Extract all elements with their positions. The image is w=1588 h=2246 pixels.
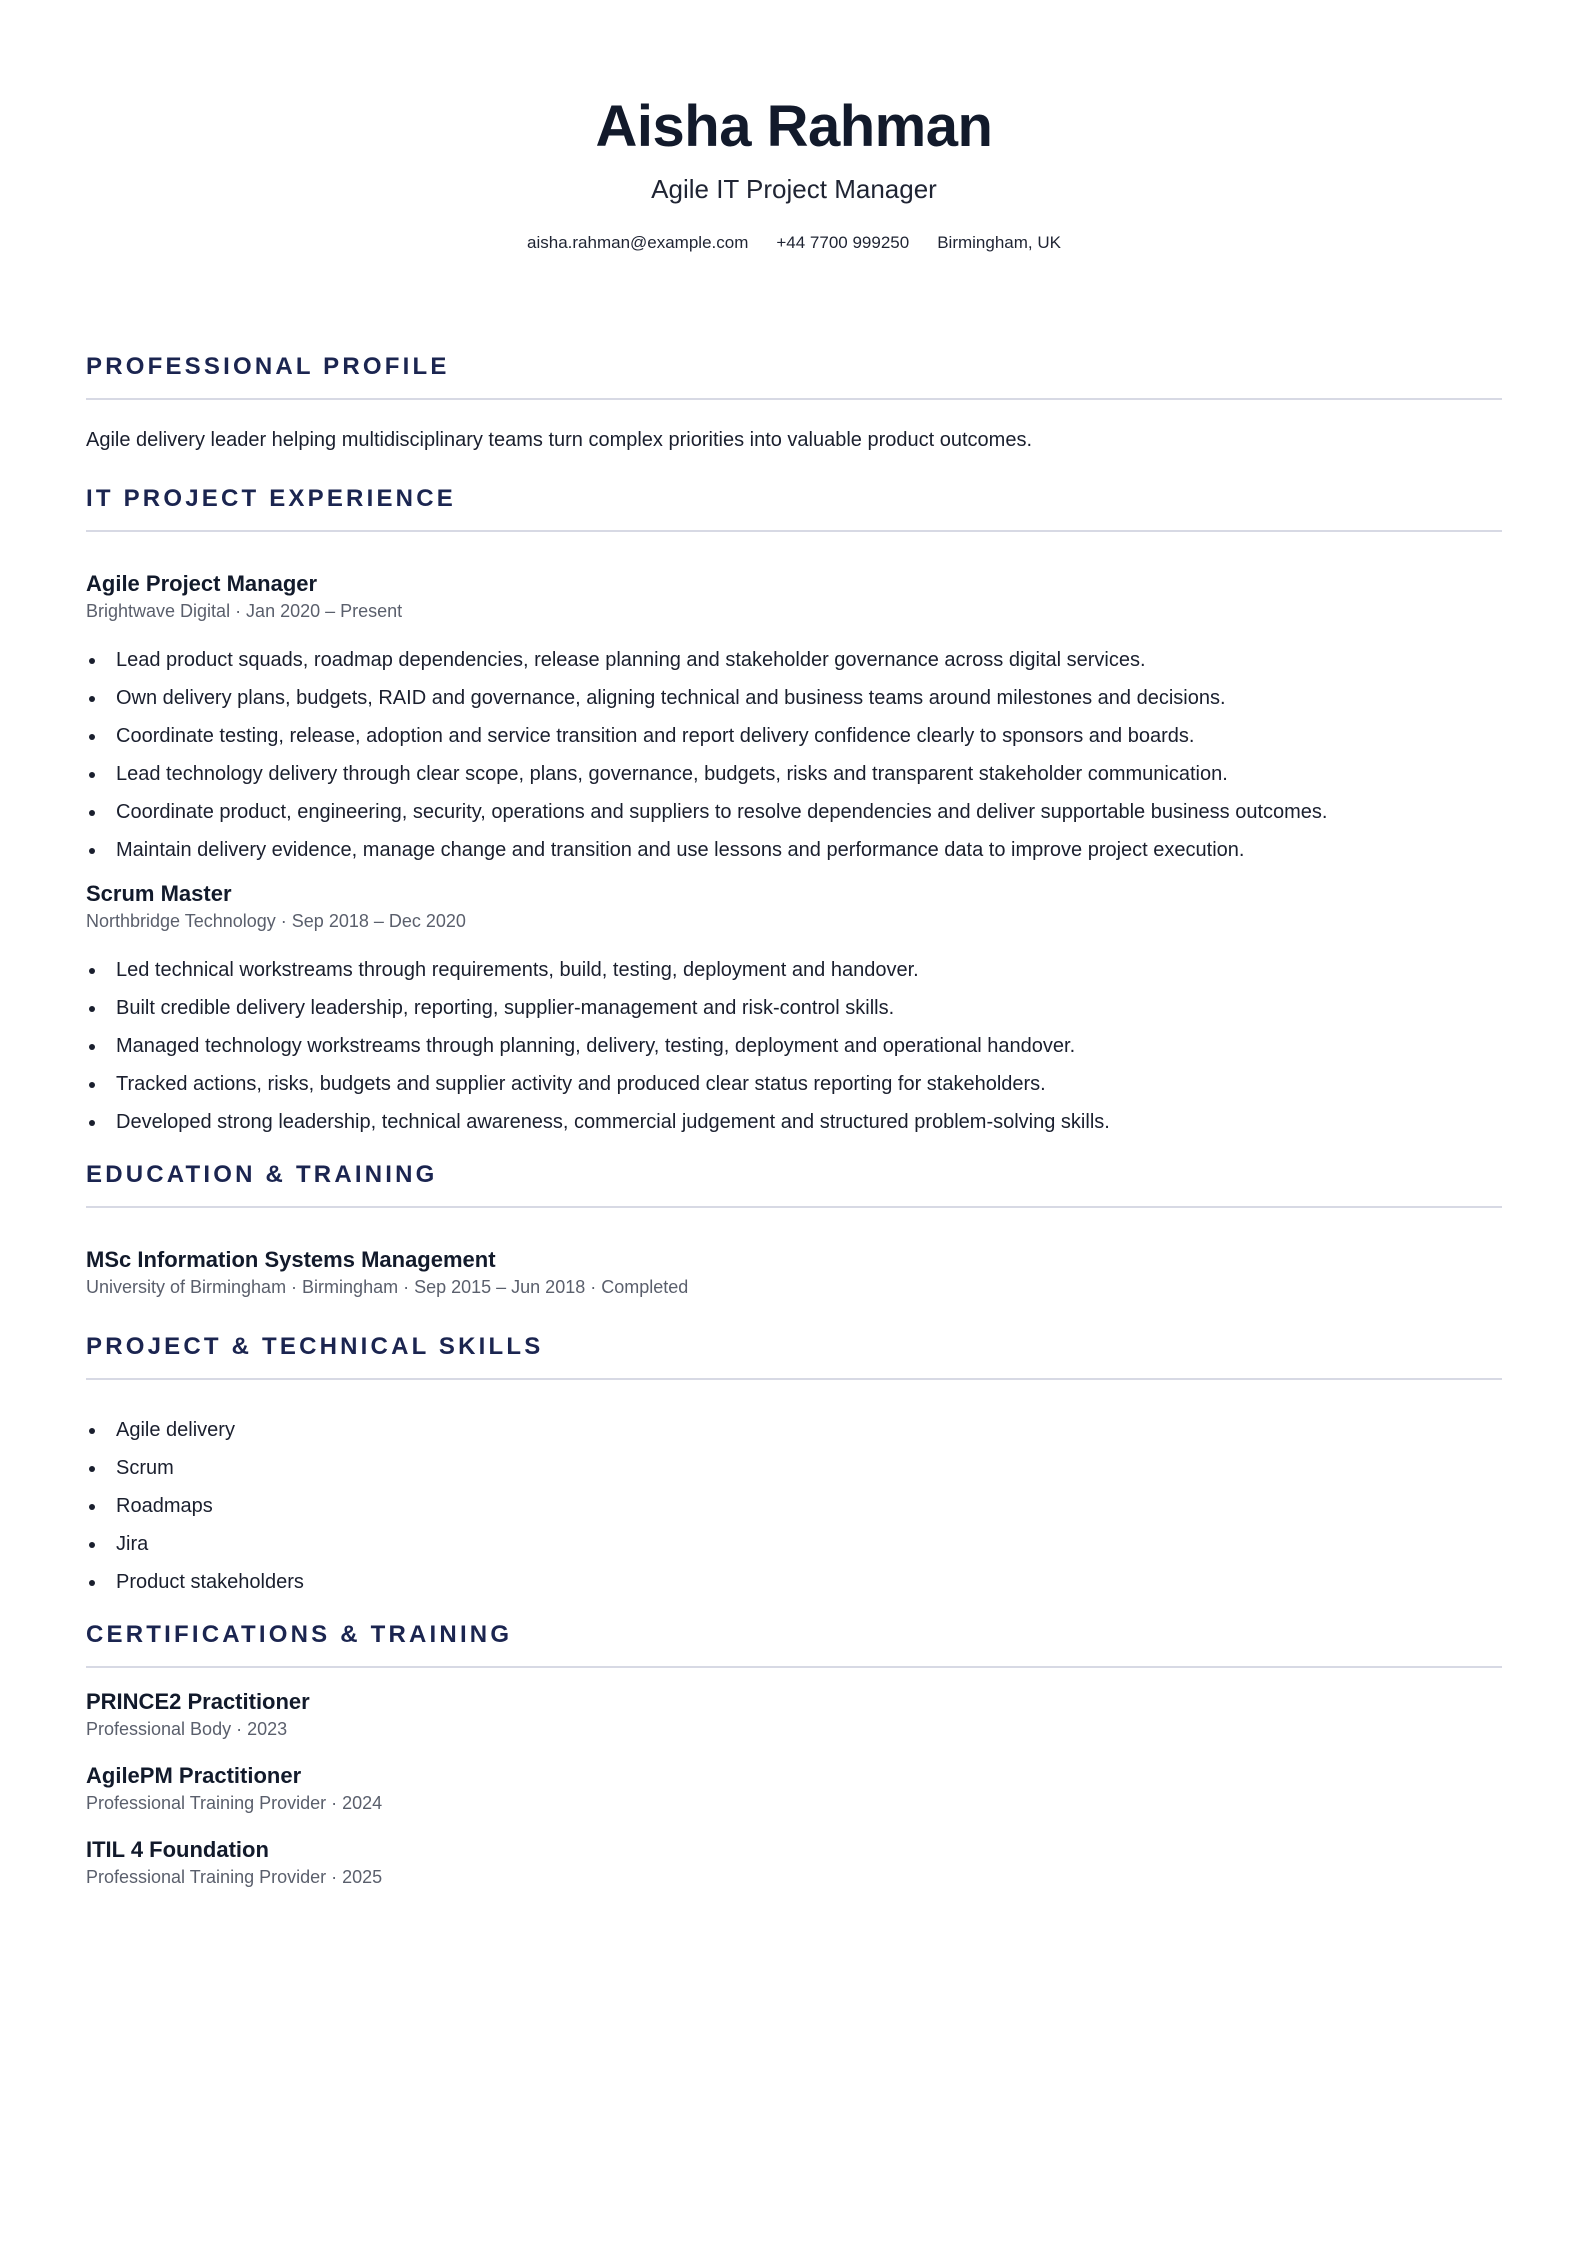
- cert-entry: [86, 1836, 1502, 1890]
- contact-phone: +44 7700 999250: [776, 233, 910, 252]
- contact-line: [86, 232, 1502, 254]
- cert-entry: [86, 1688, 1502, 1742]
- skill-item: Product stakeholders: [86, 1568, 1502, 1596]
- cert-meta: Professional Training Provider · 2025: [86, 1867, 383, 1887]
- job-title: Scrum Master: [86, 881, 232, 906]
- bullet-item: Led technical workstreams through requirements, build, testing, deployment and handover.: [86, 956, 1502, 984]
- cert-entry: [86, 1762, 1502, 1816]
- job-meta: Brightwave Digital · Jan 2020 – Present: [86, 601, 403, 621]
- skill-item: Jira: [86, 1530, 1502, 1558]
- cert-name: ITIL 4 Foundation: [86, 1837, 269, 1862]
- section-certifications: [86, 1620, 1502, 1890]
- education-entry: [86, 1246, 1502, 1300]
- bullet-item: Coordinate product, engineering, security, operations and suppliers to resolve dependencies and deliver supportable business outcomes.: [86, 798, 1502, 826]
- section-profile: [86, 352, 1502, 454]
- skill-item: Scrum: [86, 1454, 1502, 1482]
- bullet-item: Coordinate testing, release, adoption and service transition and report delivery confidence clearly to sponsors and boards.: [86, 722, 1502, 750]
- cert-meta: Professional Training Provider · 2024: [86, 1793, 383, 1813]
- section-title-profile: PROFESSIONAL PROFILE: [86, 352, 1502, 400]
- skills-list: [86, 1416, 1502, 1596]
- candidate-role: Agile IT Project Manager: [651, 174, 937, 204]
- job-bullets: [86, 646, 1502, 864]
- bullet-item: Lead technology delivery through clear scope, plans, governance, budgets, risks and transparent stakeholder communication.: [86, 760, 1502, 788]
- cert-meta: Professional Body · 2023: [86, 1719, 288, 1739]
- degree-meta: University of Birmingham · Birmingham · Sep 2015 – Jun 2018 · Completed: [86, 1277, 689, 1297]
- bullet-item: Maintain delivery evidence, manage change and transition and use lessons and performance data to improve project execution.: [86, 836, 1502, 864]
- section-skills: [86, 1332, 1502, 1596]
- cert-name: AgilePM Practitioner: [86, 1763, 302, 1788]
- degree-title: MSc Information Systems Management: [86, 1247, 496, 1272]
- skill-item: Roadmaps: [86, 1492, 1502, 1520]
- bullet-item: Developed strong leadership, technical awareness, commercial judgement and structured problem-solving skills.: [86, 1108, 1502, 1136]
- contact-location: Birmingham, UK: [937, 233, 1061, 252]
- bullet-item: Built credible delivery leadership, reporting, supplier-management and risk-control skills.: [86, 994, 1502, 1022]
- job-entry: [86, 570, 1502, 864]
- section-title-experience: IT PROJECT EXPERIENCE: [86, 484, 1502, 532]
- section-experience: [86, 484, 1502, 1136]
- job-title: Agile Project Manager: [86, 571, 318, 596]
- candidate-name: Aisha Rahman: [595, 94, 993, 159]
- skill-item: Agile delivery: [86, 1416, 1502, 1444]
- profile-summary: Agile delivery leader helping multidisciplinary teams turn complex priorities into valuable product outcomes.: [86, 429, 1033, 451]
- bullet-item: Own delivery plans, budgets, RAID and governance, aligning technical and business teams around milestones and decisions.: [86, 684, 1502, 712]
- bullet-item: Lead product squads, roadmap dependencies, release planning and stakeholder governance across digital services.: [86, 646, 1502, 674]
- bullet-item: Tracked actions, risks, budgets and supplier activity and produced clear status reporting for stakeholders.: [86, 1070, 1502, 1098]
- section-title-education: EDUCATION & TRAINING: [86, 1160, 1502, 1208]
- job-bullets: [86, 956, 1502, 1136]
- job-meta: Northbridge Technology · Sep 2018 – Dec 2020: [86, 911, 466, 931]
- job-entry: [86, 880, 1502, 1136]
- bullet-item: Managed technology workstreams through planning, delivery, testing, deployment and operational handover.: [86, 1032, 1502, 1060]
- cert-name: PRINCE2 Practitioner: [86, 1689, 310, 1714]
- resume-header: [86, 0, 1502, 254]
- section-title-certifications: CERTIFICATIONS & TRAINING: [86, 1620, 1502, 1668]
- contact-email: aisha.rahman@example.com: [527, 233, 749, 252]
- section-title-skills: PROJECT & TECHNICAL SKILLS: [86, 1332, 1502, 1380]
- section-education: [86, 1160, 1502, 1300]
